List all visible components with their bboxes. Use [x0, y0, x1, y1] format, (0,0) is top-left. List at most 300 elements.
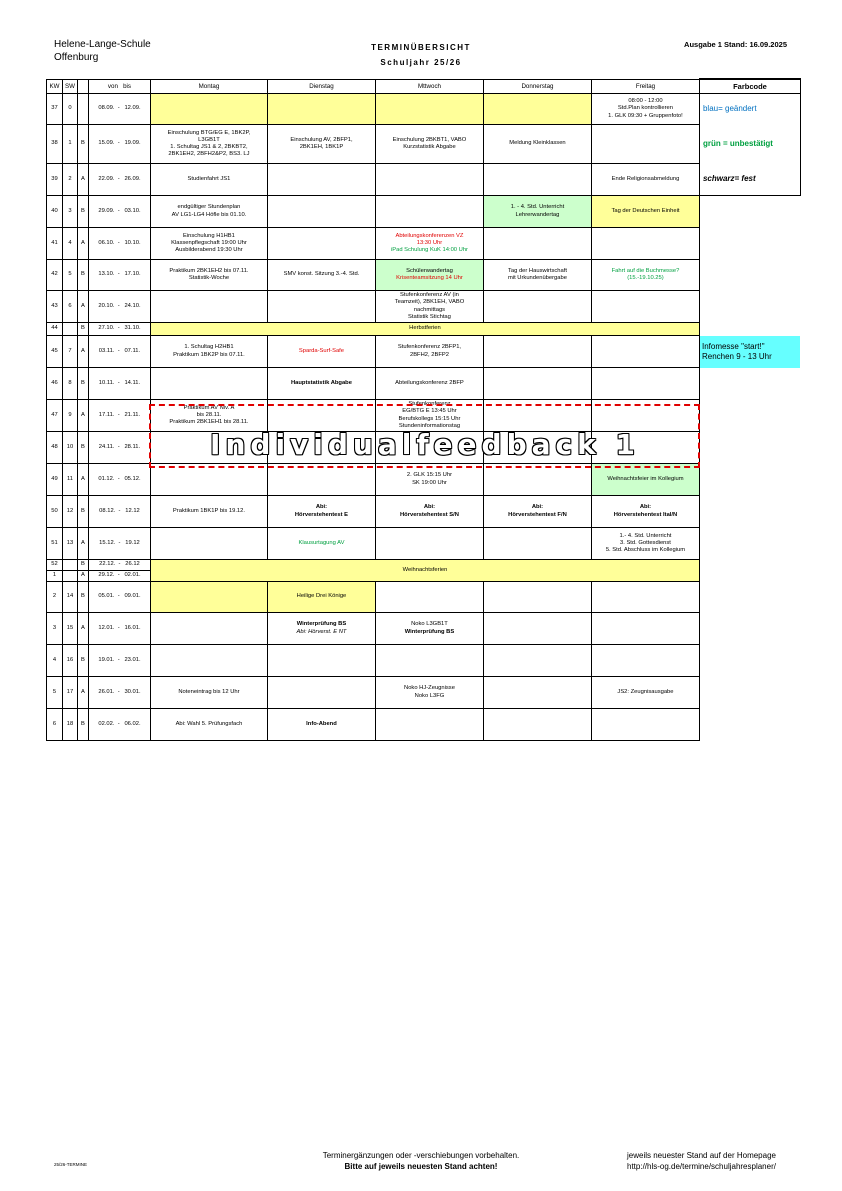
wednesday-cell [375, 196, 483, 228]
monday-cell [150, 464, 267, 496]
kw-cell: 48 [47, 432, 63, 464]
legend-empty [699, 571, 800, 582]
event-text: Einschulung H1HB1 [183, 232, 235, 239]
ab-cell: A [77, 336, 88, 368]
event-text: Statistik-Woche [188, 275, 230, 281]
event-text: Praktikum AV Niv. A [183, 404, 235, 411]
tuesday-cell: Sparda-Surf-Safe [267, 336, 375, 368]
wednesday-cell [375, 645, 483, 677]
table-row [47, 582, 801, 613]
ab-cell [77, 94, 88, 125]
date-from: 15.12. [99, 539, 116, 546]
infomesse-time: Renchen 9 - 13 Uhr [701, 351, 772, 361]
tuesday-cell [267, 291, 375, 323]
date-to: 31.10. [124, 325, 141, 332]
legend-green: grün = unbestätigt [699, 125, 800, 164]
kw-cell: 5 [47, 677, 63, 709]
event-text: Noko L3FG [414, 692, 445, 699]
sw-cell: 8 [63, 368, 78, 400]
date-to: 09.01. [124, 593, 141, 600]
tuesday-cell [267, 496, 375, 528]
friday-cell [591, 496, 699, 528]
ab-cell: A [77, 164, 88, 196]
footer-note-line2: Bitte auf jeweils neuesten Stand achten! [344, 1162, 498, 1171]
footer-note [280, 1150, 562, 1172]
wednesday-cell [375, 291, 483, 323]
ab-cell: B [77, 432, 88, 464]
sw-cell: 16 [63, 645, 78, 677]
event-text: Stufenkonferenz AV (in [400, 292, 459, 299]
friday-cell [591, 94, 699, 125]
event-text: Schülerwandertag [406, 267, 453, 274]
legend-empty [699, 496, 800, 528]
col-kw: KW [47, 79, 63, 94]
kw-cell: 6 [47, 709, 63, 741]
date-range-cell: 06.10. - 10.10. [88, 228, 150, 260]
legend-empty [699, 368, 800, 400]
tuesday-cell [267, 677, 375, 709]
kw-cell: 44 [47, 323, 63, 336]
thursday-cell [483, 613, 591, 645]
event-text: Abi: [531, 504, 544, 511]
date-range-cell: 01.12. - 05.12. [88, 464, 150, 496]
date-to: 16.01. [124, 624, 141, 631]
wednesday-cell [375, 260, 483, 291]
tuesday-cell [267, 613, 375, 645]
event-text: Std.Plan kontrollieren [617, 105, 674, 112]
kw-cell: 42 [47, 260, 63, 291]
event-text: Lehrerwandertag [515, 211, 560, 218]
footer-homepage [627, 1150, 776, 1172]
legend-empty [699, 400, 800, 432]
wednesday-cell [375, 496, 483, 528]
thursday-cell [483, 677, 591, 709]
event-text: L3GB1T [198, 136, 220, 143]
date-range-cell: 08.12. - 12.12 [88, 496, 150, 528]
kw-cell: 37 [47, 94, 63, 125]
ab-cell: A [77, 291, 88, 323]
date-from: 22.09. [98, 175, 115, 182]
event-text: Abi: Hörverst. E NT [296, 628, 347, 635]
schedule-table [46, 78, 801, 741]
sw-cell [63, 560, 78, 571]
col-wednesday: Mttwoch [375, 79, 483, 94]
event-text: 1. Schultag JS1 & 2, 2BKBT2, [170, 144, 248, 150]
date-range-cell: 15.12. - 19.12 [88, 528, 150, 560]
col-thursday: Donnerstag [483, 79, 591, 94]
date-range-cell: 12.01. - 16.01. [88, 613, 150, 645]
date-to: 12.12 [125, 507, 140, 514]
sw-cell [63, 323, 78, 336]
event-text: 3. Std. Gottesdienst [620, 539, 671, 546]
date-from: 24.11. [98, 443, 115, 450]
date-from: 01.12. [98, 475, 115, 482]
ab-cell: B [77, 582, 88, 613]
footer-homepage-line1: jeweils neuester Stand auf der Homepage [627, 1151, 776, 1160]
date-to: 10.10. [124, 239, 141, 246]
infomesse-title: Infomesse "start!" [701, 341, 765, 351]
monday-cell [150, 528, 267, 560]
sw-cell: 14 [63, 582, 78, 613]
event-text: Krisenteamsitzung 14 Uhr [396, 275, 463, 281]
sw-cell: 3 [63, 196, 78, 228]
date-to: 19.12 [125, 539, 140, 546]
friday-cell: Weihnachtsfeier im Kollegium [591, 464, 699, 496]
legend-empty [699, 645, 800, 677]
friday-cell [591, 368, 699, 400]
friday-cell: Tag der Deutschen Einheit [591, 196, 699, 228]
table-row [47, 94, 801, 125]
legend-empty [699, 582, 800, 613]
friday-cell [591, 645, 699, 677]
thursday-cell [483, 94, 591, 125]
date-to: 30.01. [124, 688, 141, 695]
monday-cell [150, 336, 267, 368]
wednesday-cell [375, 125, 483, 164]
date-from: 05.01. [98, 593, 115, 600]
thursday-cell [483, 196, 591, 228]
event-text: Abi: [315, 504, 328, 511]
legend-empty [699, 709, 800, 741]
table-row [47, 677, 801, 709]
kw-cell: 49 [47, 464, 63, 496]
event-text: 2BK1EH2, 2BFH2&P2, BS3. LJ [168, 151, 250, 158]
tuesday-cell [267, 125, 375, 164]
tuesday-cell: SMV konst. Sitzung 3.-4. Std. [267, 260, 375, 291]
wednesday-cell [375, 336, 483, 368]
date-range-cell: 05.01. - 09.01. [88, 582, 150, 613]
kw-cell: 38 [47, 125, 63, 164]
wednesday-cell [375, 400, 483, 432]
kw-cell: 1 [47, 571, 63, 582]
date-from: 13.10. [98, 271, 115, 278]
ab-cell: B [77, 196, 88, 228]
date-range-cell: 15.09. - 19.09. [88, 125, 150, 164]
friday-cell [591, 613, 699, 645]
event-text: Winterprüfung BS [404, 628, 455, 635]
monday-cell [150, 613, 267, 645]
event-text: 1.- 4. Std. Unterricht [619, 532, 672, 539]
date-to: 12.09. [124, 105, 141, 112]
sw-cell: 2 [63, 164, 78, 196]
individualfeedback-overlay-text: Individualfeedback 1 [210, 428, 640, 461]
event-text: bis 28.11. [196, 411, 222, 418]
event-text: Abi: [423, 504, 436, 511]
date-range-cell: 03.11. - 07.11. [88, 336, 150, 368]
sw-cell: 13 [63, 528, 78, 560]
tuesday-cell: Hauptstatistik Abgabe [267, 368, 375, 400]
sw-cell: 15 [63, 613, 78, 645]
sw-cell: 6 [63, 291, 78, 323]
col-dates [88, 79, 150, 94]
event-text: Noko HJ-Zeugnisse [404, 685, 455, 692]
tuesday-cell [267, 164, 375, 196]
document-title-block [300, 40, 542, 70]
thursday-cell [483, 291, 591, 323]
tuesday-cell [267, 196, 375, 228]
event-text: AV LG1-LG4 Höfle bis 01.10. [171, 211, 247, 218]
wednesday-cell: Abteilungskonferenz 2BFP [375, 368, 483, 400]
event-text: Praktikum 1BK2P bis 07.11. [173, 351, 245, 358]
wednesday-cell [375, 582, 483, 613]
date-to: 03.10. [124, 207, 141, 214]
thursday-cell [483, 228, 591, 260]
table-row [47, 336, 801, 368]
thursday-cell [483, 645, 591, 677]
thursday-cell [483, 464, 591, 496]
sw-cell: 1 [63, 125, 78, 164]
date-to: 26.12 [125, 561, 140, 568]
kw-cell: 43 [47, 291, 63, 323]
ab-cell: A [77, 228, 88, 260]
date-range-cell: 29.12. - 02.01. [88, 571, 150, 582]
footer-homepage-link[interactable]: http://hls-og.de/termine/schuljahresplaner/ [627, 1162, 776, 1171]
friday-cell: JS2: Zeugnisausgabe [591, 677, 699, 709]
kw-cell: 41 [47, 228, 63, 260]
event-text: Berufskollegs 15:15 Uhr [398, 415, 461, 422]
table-row [47, 260, 801, 291]
event-text: 1. GLK 09:30 + Gruppenfoto! [608, 112, 683, 119]
header-row [47, 79, 801, 94]
friday-cell [591, 400, 699, 432]
kw-cell: 39 [47, 164, 63, 196]
col-ab [77, 79, 88, 94]
wednesday-cell [375, 528, 483, 560]
monday-cell: Studienfahrt JS1 [150, 164, 267, 196]
event-text: Teamzeit), 2BK1EH, VABO [394, 299, 465, 306]
ab-cell: B [77, 125, 88, 164]
thursday-cell [483, 400, 591, 432]
date-to: 28.11. [124, 443, 141, 450]
kw-cell: 47 [47, 400, 63, 432]
wednesday-cell [375, 94, 483, 125]
tuesday-cell [267, 464, 375, 496]
ab-cell: B [77, 323, 88, 336]
monday-cell [150, 291, 267, 323]
date-to: 19.09. [124, 140, 141, 147]
legend-empty [699, 677, 800, 709]
wednesday-cell [375, 613, 483, 645]
event-text: Noko L3GB1T [411, 621, 448, 628]
date-from: 20.10. [98, 302, 115, 309]
sw-cell [63, 571, 78, 582]
legend-blue: blau= geändert [699, 94, 800, 125]
date-from: 17.11. [98, 411, 115, 418]
monday-cell [150, 368, 267, 400]
date-from: 29.12. [98, 572, 115, 579]
tuesday-cell: Info-Abend [267, 709, 375, 741]
event-text: Hörverstehentest Ital/N [613, 511, 678, 518]
col-friday: Freitag [591, 79, 699, 94]
kw-cell: 4 [47, 645, 63, 677]
sw-cell: 4 [63, 228, 78, 260]
school-header [54, 38, 151, 64]
event-text: Tag der Hauswirtschaft [507, 267, 567, 274]
event-text: Einschulung BTG/EG E, 1BK2P, [167, 129, 251, 136]
holiday-span-cell: Weihnachtsferien [150, 560, 699, 582]
table-row [47, 368, 801, 400]
event-text: Stufenkonferenz 2BFP1, [397, 344, 462, 351]
ab-cell: B [77, 260, 88, 291]
event-text: EG/BTG E 13:45 Uhr [402, 408, 457, 415]
date-range-cell: 08.09. - 12.09. [88, 94, 150, 125]
legend-empty [699, 432, 800, 464]
thursday-cell [483, 260, 591, 291]
legend-empty [699, 528, 800, 560]
date-from: 02.02. [98, 720, 115, 727]
event-text: Statistik Stichtag [408, 313, 451, 320]
date-to: 23.01. [124, 656, 141, 663]
date-range-cell: 13.10. - 17.10. [88, 260, 150, 291]
sw-cell: 11 [63, 464, 78, 496]
table-row [47, 125, 801, 164]
sw-cell: 18 [63, 709, 78, 741]
wednesday-cell [375, 709, 483, 741]
friday-cell [591, 709, 699, 741]
table-row [47, 323, 801, 336]
event-text: 1. Schultag H2HB1 [184, 344, 234, 351]
monday-cell [150, 400, 267, 432]
wednesday-cell [375, 228, 483, 260]
table-row [47, 613, 801, 645]
event-text: 1. - 4. Std. Unterricht [510, 204, 565, 211]
sw-cell: 17 [63, 677, 78, 709]
ab-cell: B [77, 368, 88, 400]
tuesday-cell: Klausurtagung AV [267, 528, 375, 560]
sw-cell: 9 [63, 400, 78, 432]
date-range-cell: 27.10. - 31.10. [88, 323, 150, 336]
legend-empty [699, 291, 800, 323]
ab-cell: A [77, 613, 88, 645]
col-farbcode: Farbcode [699, 79, 800, 94]
event-text: Abteilungskonferenzen VZ [395, 232, 464, 239]
date-range-cell: 17.11. - 21.11. [88, 400, 150, 432]
thursday-cell [483, 709, 591, 741]
ab-cell: A [77, 528, 88, 560]
legend-empty [699, 613, 800, 645]
thursday-cell [483, 336, 591, 368]
date-from: 03.11. [98, 347, 115, 354]
tuesday-cell [267, 400, 375, 432]
sw-cell: 12 [63, 496, 78, 528]
col-von: von [107, 82, 118, 90]
event-text: Hörverstehentest E [294, 511, 349, 518]
legend-empty [699, 196, 800, 228]
monday-cell [150, 196, 267, 228]
date-from: 10.11. [98, 379, 115, 386]
date-range-cell: 29.09. - 03.10. [88, 196, 150, 228]
event-text: Kurzstatistik Abgabe [403, 144, 456, 150]
monday-cell [150, 94, 267, 125]
school-name: Helene-Lange-Schule [54, 39, 151, 50]
event-text: Abi: [639, 504, 652, 511]
friday-cell [591, 260, 699, 291]
event-text: endgültiger Stundenplan [177, 204, 241, 211]
date-to: 06.02. [124, 720, 141, 727]
date-to: 07.11. [124, 347, 141, 354]
legend-empty [699, 464, 800, 496]
friday-cell [591, 291, 699, 323]
ab-cell: B [77, 560, 88, 571]
event-text: Winterprüfung BS [296, 621, 347, 628]
kw-cell: 45 [47, 336, 63, 368]
kw-cell: 40 [47, 196, 63, 228]
event-text: 2. GLK 15:15 Uhr [406, 472, 453, 479]
document-subtitle: Schuljahr 25/26 [380, 58, 462, 67]
table-row [47, 709, 801, 741]
legend-empty [699, 560, 800, 571]
table-row [47, 528, 801, 560]
date-from: 19.01. [98, 656, 115, 663]
ab-cell: A [77, 677, 88, 709]
table-row [47, 228, 801, 260]
event-text: Praktikum 2BK1EH1 bis 28.11. [169, 419, 249, 426]
event-text: Hörverstehentest S/N [399, 511, 459, 518]
table-row [47, 496, 801, 528]
date-range-cell: 02.02. - 06.02. [88, 709, 150, 741]
thursday-cell: Meldung Kleinklassen [483, 125, 591, 164]
thursday-cell [483, 496, 591, 528]
sw-cell: 7 [63, 336, 78, 368]
school-city: Offenburg [54, 52, 99, 63]
thursday-cell [483, 582, 591, 613]
date-from: 29.09. [98, 207, 115, 214]
event-text: 5. Std. Abschluss im Kollegium [605, 547, 686, 554]
date-to: 26.09. [124, 175, 141, 182]
sw-cell: 10 [63, 432, 78, 464]
date-range-cell: 19.01. - 23.01. [88, 645, 150, 677]
col-sw: SW [63, 79, 78, 94]
date-from: 22.12. [99, 561, 116, 568]
kw-cell: 2 [47, 582, 63, 613]
tuesday-cell [267, 645, 375, 677]
event-text: Einschulung AV, 2BFP1, [290, 136, 353, 143]
wednesday-cell [375, 464, 483, 496]
event-text: iPad Schulung KuK 14:00 Uhr [390, 247, 468, 254]
date-from: 06.10. [98, 239, 115, 246]
table-row [47, 164, 801, 196]
friday-cell [591, 582, 699, 613]
event-text: 13:30 Uhr [416, 239, 443, 246]
event-text: mit Urkundenübergabe [507, 275, 567, 281]
event-text: 08:00 - 12:00 [628, 98, 663, 105]
wednesday-cell [375, 677, 483, 709]
sw-cell: 0 [63, 94, 78, 125]
legend-black: schwarz= fest [699, 164, 800, 196]
sw-cell: 5 [63, 260, 78, 291]
date-range-cell: 22.09. - 26.09. [88, 164, 150, 196]
monday-cell [150, 645, 267, 677]
date-to: 05.12. [124, 475, 141, 482]
event-text: Ausbilderabend 19:30 Uhr [175, 247, 243, 254]
thursday-cell [483, 528, 591, 560]
table-row [47, 291, 801, 323]
date-from: 08.12. [99, 507, 116, 514]
monday-cell: Abi: Wahl 5. Prüfungsfach [150, 709, 267, 741]
ab-cell: A [77, 464, 88, 496]
table-row [47, 464, 801, 496]
date-from: 26.01. [98, 688, 115, 695]
date-from: 27.10. [98, 325, 115, 332]
legend-empty [699, 260, 800, 291]
friday-cell: Ende Religionsabmeldung [591, 164, 699, 196]
footer-note-line1: Terminergänzungen oder -verschiebungen vorbehalten. [322, 1151, 520, 1160]
footer-doc-code: 25/26-TERMINE [54, 1162, 88, 1167]
tuesday-cell: Heilige Drei Könige [267, 582, 375, 613]
table-row [47, 400, 801, 432]
date-to: 17.10. [124, 271, 141, 278]
friday-cell [591, 528, 699, 560]
